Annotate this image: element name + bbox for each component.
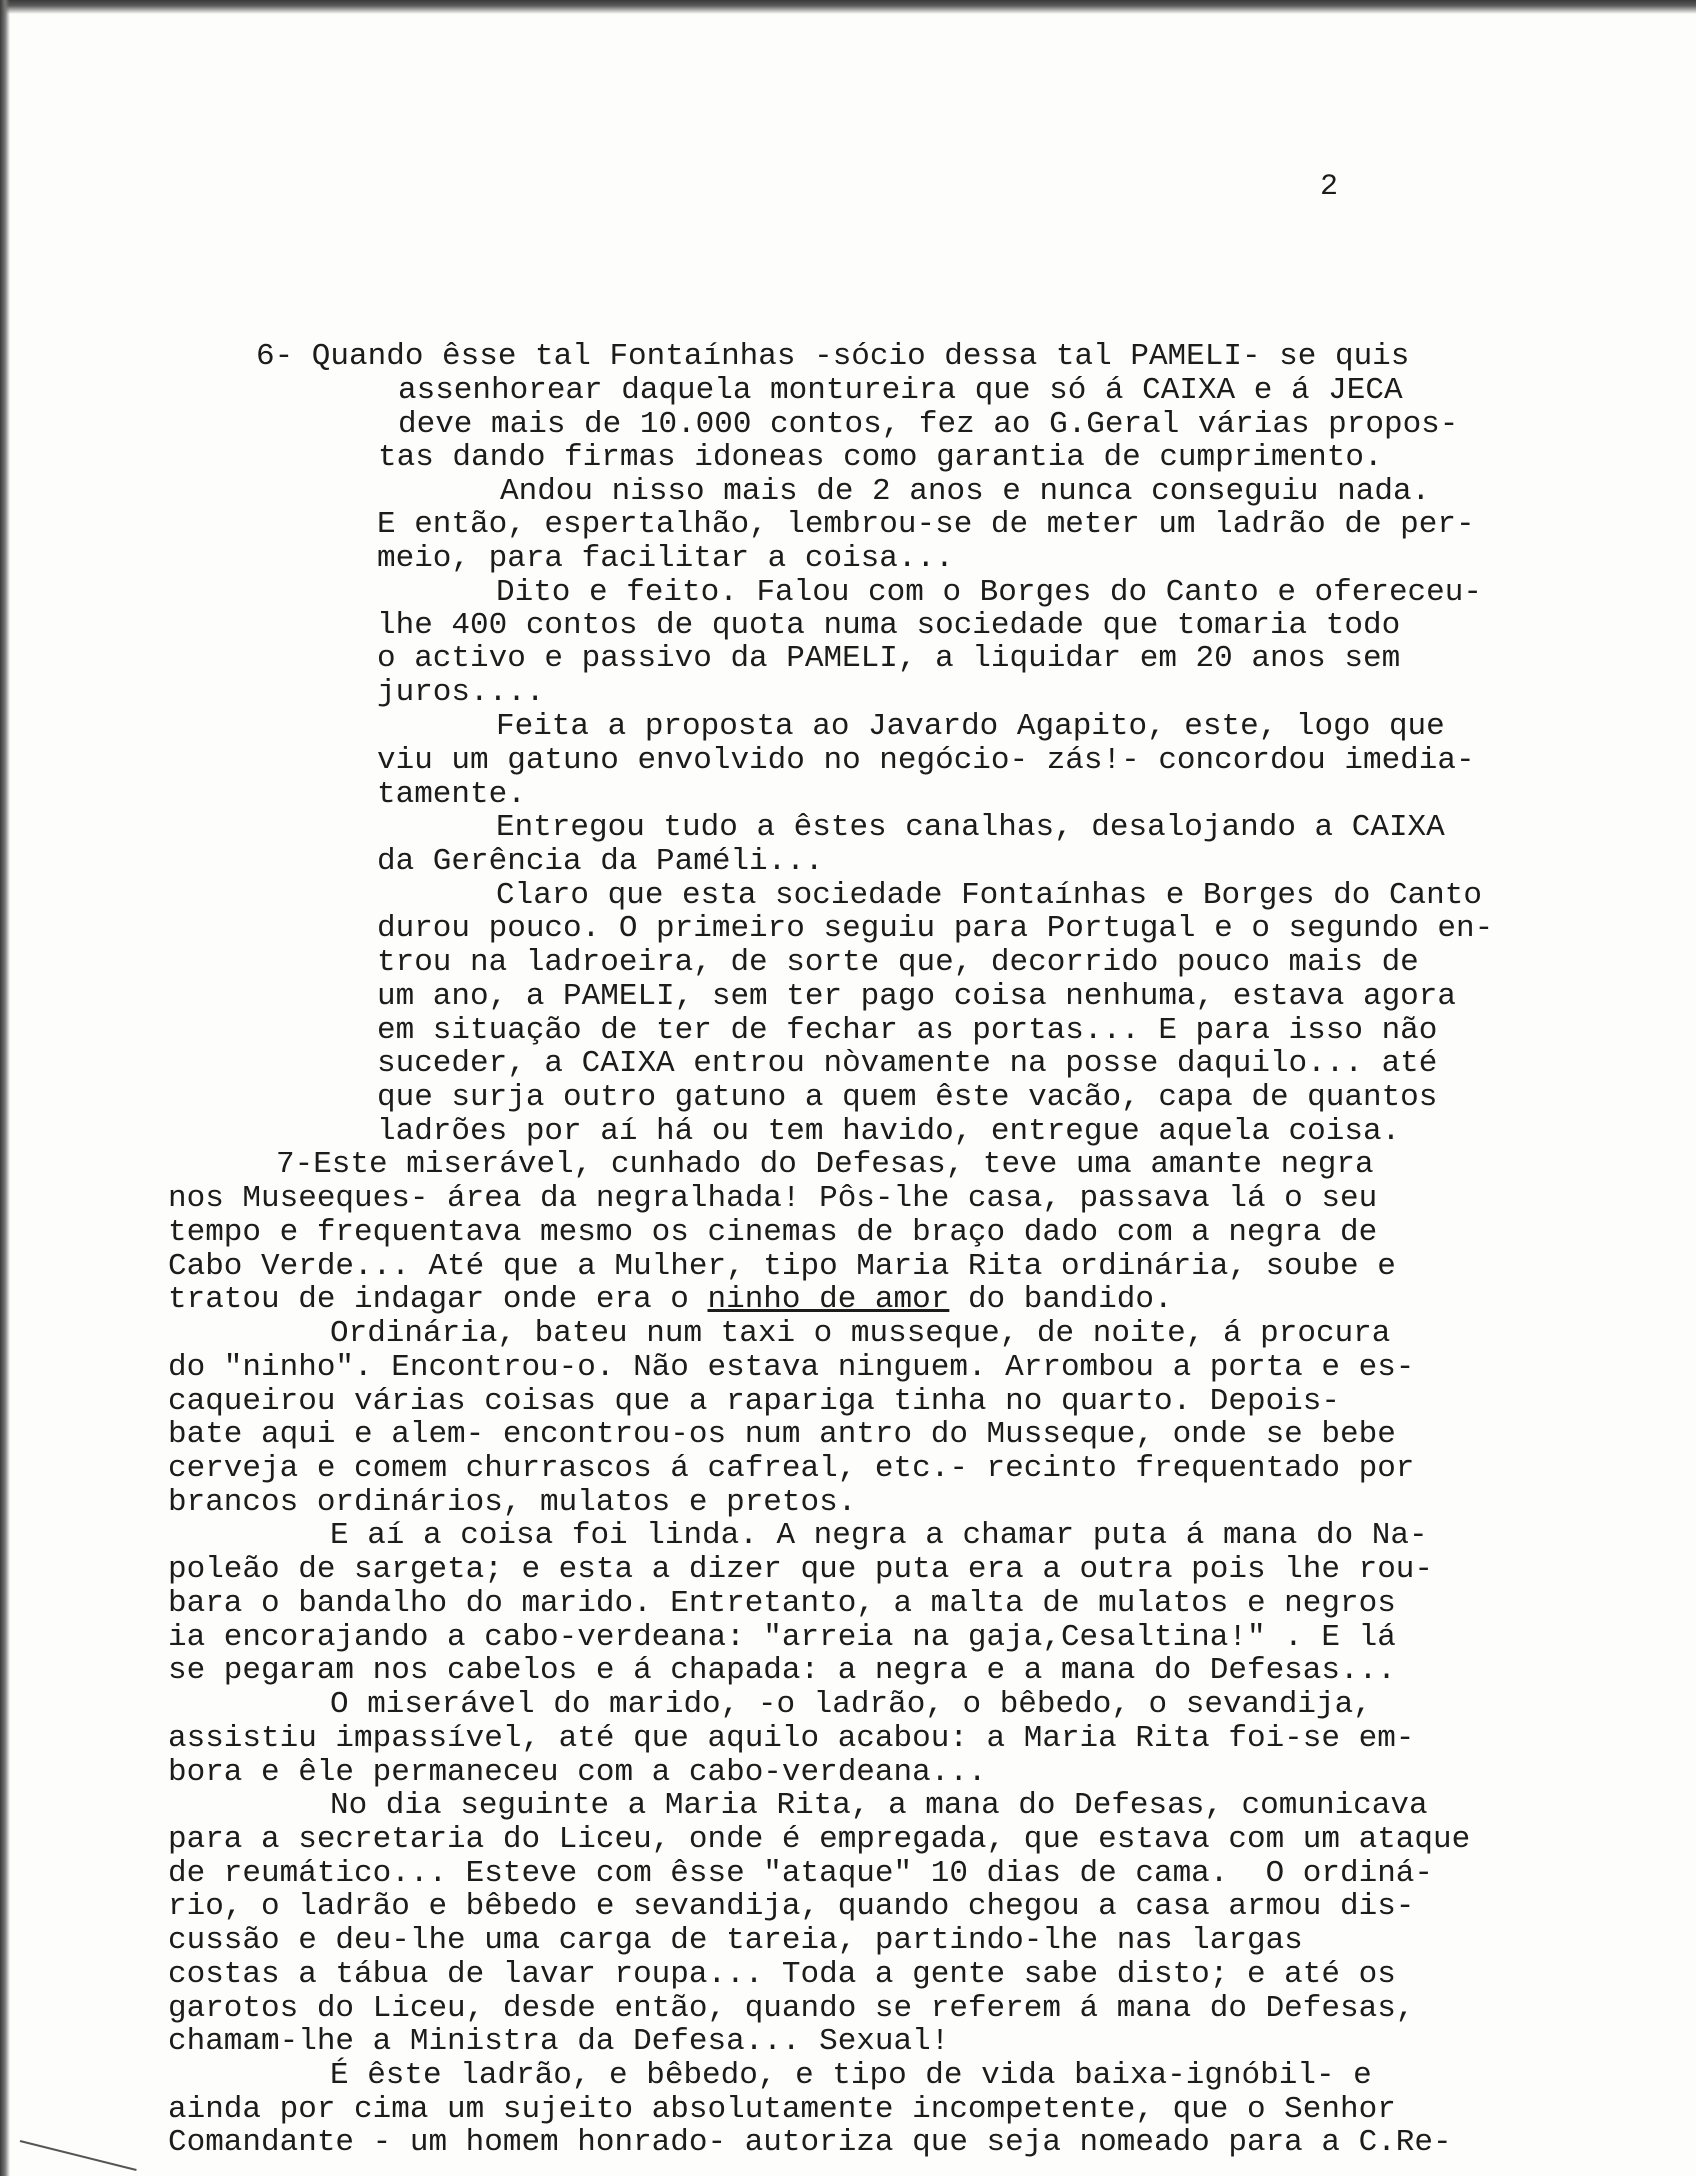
text-line: rio, o ladrão e bêbedo e sevandija, quando chegou a casa armou dis- (168, 1889, 1415, 1924)
text-line: meio, para facilitar a coisa... (377, 541, 954, 576)
scan-corner-mark (20, 2140, 137, 2171)
text-line: tempo e frequentava mesmo os cinemas de braço dado com a negra de (168, 1215, 1378, 1250)
scan-edge-top (0, 0, 1696, 14)
text-line: bora e êle permaneceu com a cabo-verdeana... (168, 1755, 987, 1790)
text-line: durou pouco. O primeiro seguiu para Portugal e o segundo en- (377, 911, 1494, 946)
text-line: E então, espertalhão, lembrou-se de meter um ladrão de per- (377, 507, 1475, 542)
text-line: E aí a coisa foi linda. A negra a chamar puta á mana do Na- (330, 1518, 1428, 1553)
text-line: nos Museeques- área da negralhada! Pôs-lhe casa, passava lá o seu (168, 1181, 1378, 1216)
text-line: tas dando firmas idoneas como garantia de cumprimento. (378, 440, 1383, 475)
text-line: lhe 400 contos de quota numa sociedade que tomaria todo (377, 608, 1401, 643)
text-line: um ano, a PAMELI, sem ter pago coisa nenhuma, estava agora (377, 979, 1456, 1014)
text-line: caqueirou várias coisas que a rapariga tinha no quarto. Depois- (168, 1384, 1340, 1419)
text-line: assistiu impassível, até que aquilo acabou: a Maria Rita foi-se em- (168, 1721, 1415, 1756)
text-line: assenhorear daquela montureira que só á CAIXA e á JECA (398, 373, 1403, 408)
text-line: viu um gatuno envolvido no negócio- zás!- concordou imedia- (377, 743, 1475, 778)
text-line: ainda por cima um sujeito absolutamente incompetente, que o Senhor (168, 2092, 1396, 2127)
text-line: Comandante - um homem honrado- autoriza que seja nomeado para a C.Re- (168, 2125, 1452, 2160)
text-line: Dito e feito. Falou com o Borges do Canto e ofereceu- (496, 575, 1482, 610)
text-line: cussão e deu-lhe uma carga de tareia, partindo-lhe nas largas (168, 1923, 1303, 1958)
text-line: ladrões por aí há ou tem havido, entregue aquela coisa. (377, 1114, 1401, 1149)
text-segment: tratou de indagar onde era o (168, 1282, 708, 1317)
text-line: chamam-lhe a Ministra da Defesa... Sexual! (168, 2024, 950, 2059)
text-line: costas a tábua de lavar roupa... Toda a gente sabe disto; e até os (168, 1957, 1396, 1992)
text-line: Claro que esta sociedade Fontaínhas e Borges do Canto (496, 878, 1482, 913)
text-line (168, 1284, 1173, 1315)
text-line: Feita a proposta ao Javardo Agapito, este, logo que (496, 709, 1445, 744)
text-line: poleão de sargeta; e esta a dizer que puta era a outra pois lhe rou- (168, 1552, 1434, 1587)
text-line: trou na ladroeira, de sorte que, decorrido pouco mais de (377, 945, 1419, 980)
text-line: No dia seguinte a Maria Rita, a mana do Defesas, comunicava (330, 1788, 1428, 1823)
text-line: de reumático... Esteve com êsse "ataque" 10 dias de cama. O ordiná- (168, 1856, 1434, 1891)
page-number: 2 (1320, 170, 1339, 204)
text-line: o activo e passivo da PAMELI, a liquidar em 20 anos sem (377, 641, 1401, 676)
text-line: ia encorajando a cabo-verdeana: "arreia na gaja,Cesaltina!" . E lá (168, 1620, 1396, 1655)
underlined-phrase: ninho de amor (707, 1282, 950, 1317)
text-line: do "ninho". Encontrou-o. Não estava ninguem. Arrombou a porta e es- (168, 1350, 1415, 1385)
text-line: se pegaram nos cabelos e á chapada: a negra e a mana do Defesas... (168, 1653, 1396, 1688)
text-line: suceder, a CAIXA entrou nòvamente na posse daquilo... até (377, 1046, 1438, 1081)
text-line: garotos do Liceu, desde então, quando se referem á mana do Defesas, (168, 1991, 1415, 2026)
text-line: Cabo Verde... Até que a Mulher, tipo Maria Rita ordinária, soube e (168, 1249, 1396, 1284)
text-line: bate aqui e alem- encontrou-os num antro do Musseque, onde se bebe (168, 1417, 1396, 1452)
text-line: bara o bandalho do marido. Entretanto, a malta de mulatos e negros (168, 1586, 1396, 1621)
text-line: Ordinária, bateu num taxi o musseque, de noite, á procura (330, 1316, 1391, 1351)
text-line: Entregou tudo a êstes canalhas, desalojando a CAIXA (496, 810, 1445, 845)
text-line: para a secretaria do Liceu, onde é empregada, que estava com um ataque (168, 1822, 1471, 1857)
text-line: O miserável do marido, -o ladrão, o bêbedo, o sevandija, (330, 1687, 1372, 1722)
text-line: brancos ordinários, mulatos e pretos. (168, 1485, 857, 1520)
text-line: juros.... (377, 675, 545, 710)
text-line: da Gerência da Paméli... (377, 844, 824, 879)
text-line: tamente. (377, 777, 526, 812)
text-line: 6- Quando êsse tal Fontaínhas -sócio dessa tal PAMELI- se quis (256, 339, 1410, 374)
text-line: deve mais de 10.000 contos, fez ao G.Geral várias propos- (398, 407, 1459, 442)
text-line: 7-Este miserável, cunhado do Defesas, teve uma amante negra (276, 1147, 1374, 1182)
text-line: em situação de ter de fechar as portas... E para isso não (377, 1013, 1438, 1048)
text-line: Andou nisso mais de 2 anos e nunca conseguiu nada. (500, 474, 1431, 509)
text-segment: do bandido. (949, 1282, 1173, 1317)
text-line: cerveja e comem churrascos á cafreal, etc.- recinto frequentado por (168, 1451, 1415, 1486)
text-line: que surja outro gatuno a quem êste vacão, capa de quantos (377, 1080, 1438, 1115)
scan-edge-left (0, 0, 10, 2176)
text-line: É êste ladrão, e bêbedo, e tipo de vida baixa-ignóbil- e (330, 2058, 1372, 2093)
